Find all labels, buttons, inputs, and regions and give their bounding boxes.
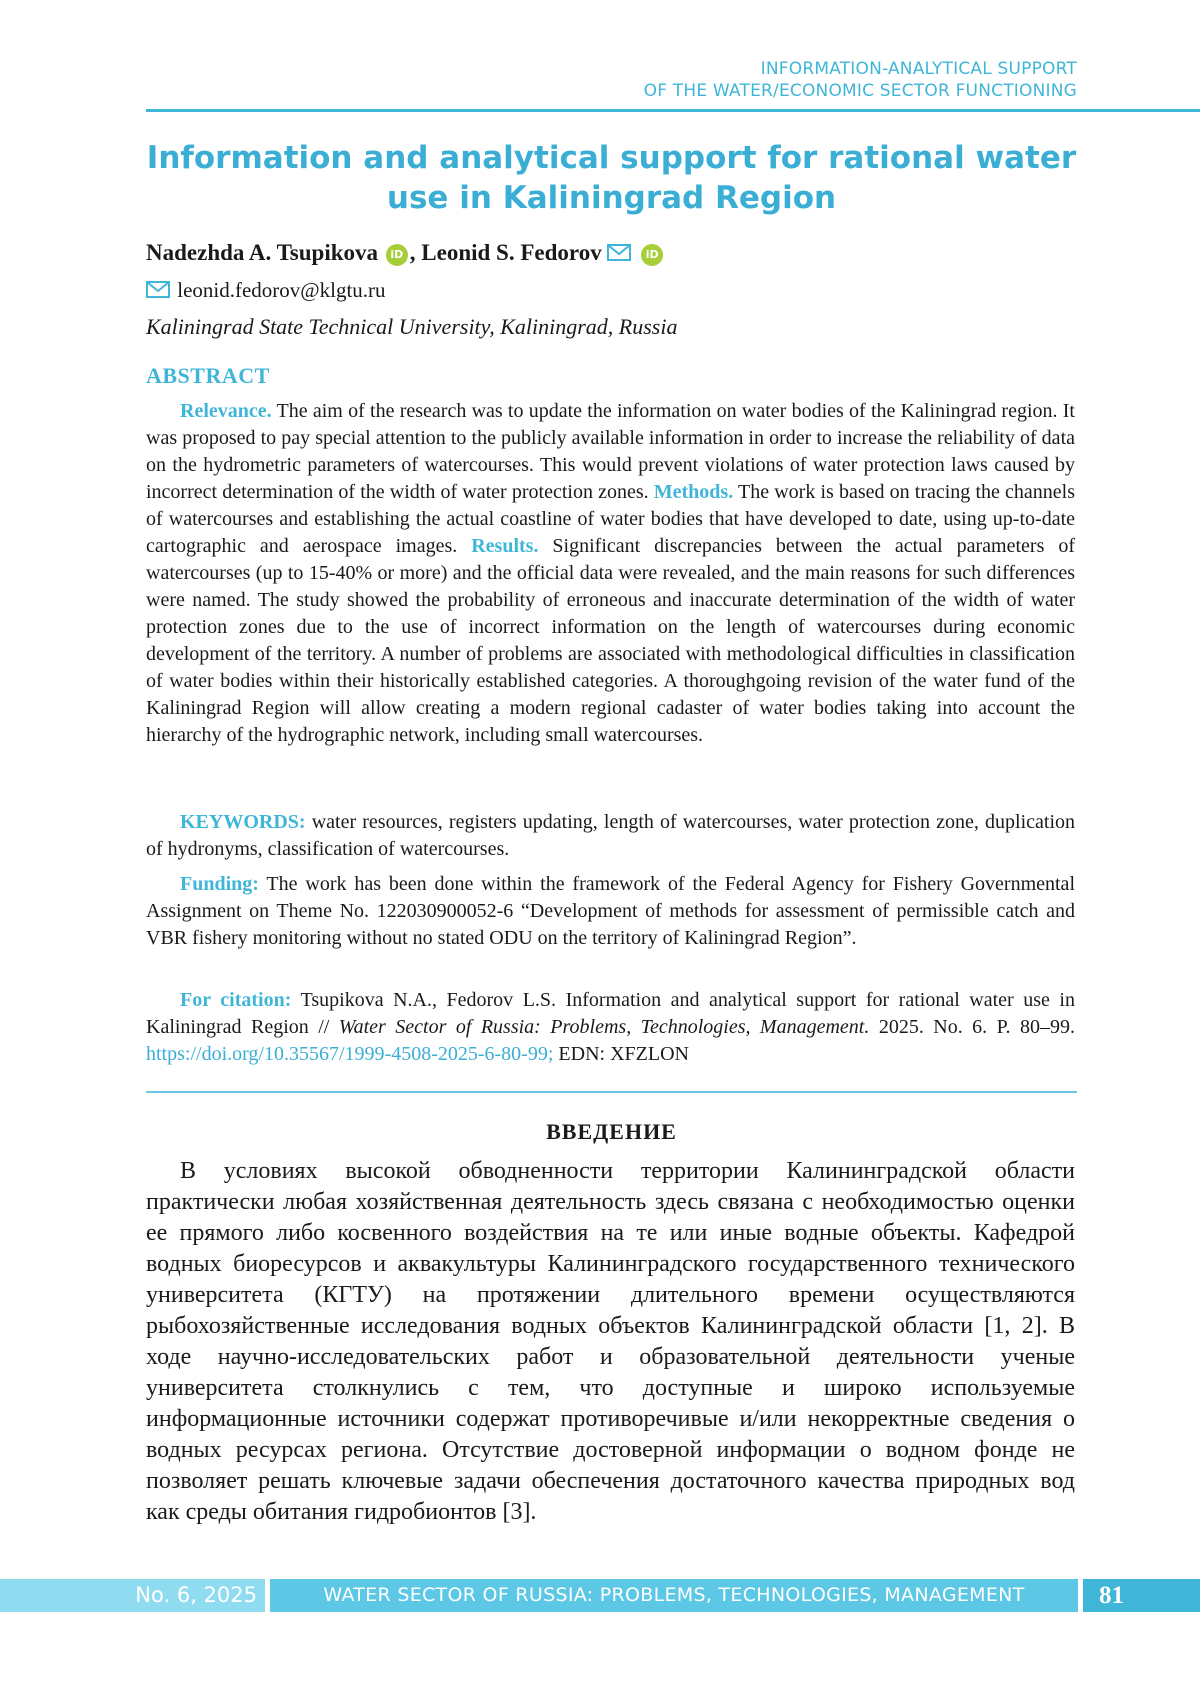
abstract-body: [146, 398, 1075, 749]
abstract-heading: ABSTRACT: [146, 363, 270, 388]
footer-journal-title: WATER SECTOR OF RUSSIA: PROBLEMS, TECHNOLOGIES, MANAGEMENT: [270, 1579, 1078, 1612]
page-number-text: 81: [1099, 1582, 1124, 1609]
results-text: Significant discrepancies between the actual parameters of watercourses (up to 15-40% or more) and the official data were revealed, and the main reasons for such differences were named. The study showed the probability of erroneous and inaccurate determination of the width of water protection zones due to the use of incorrect information on the length of watercourses during economic development of the territory. A number of problems are associated with methodological difficulties in classification of water bodies within their historically established categories. A thoroughgoing revision of the water fund of the Kaliningrad Region will allow creating a modern regional cadaster of water bodies taking into account the hierarchy of the hydrographic network, including small watercourses.: [146, 535, 1075, 746]
introduction-paragraph: В условиях высокой обводненности территории Калининградской области практически любая хозяйственная деятельность здесь связана с необходимостью оценки ее прямого либо косвенного воздействия на те или иные водные объекты. Кафедрой водных биоресурсов и аквакультуры Калининградского государственного технического университета (КГТУ) на протяжении длительного времени осуществляются рыбохозяйственные исследования водных объектов Калининградской области [1, 2]. В ходе научно-исследовательских работ и образовательной деятельности ученые университета столкнулись с тем, что доступные и широко используемые информационные источники содержат противоречивые и/или некорректные сведения о водных ресурсах региона. Отсутствие достоверной информации о водном фонде не позволяет решать ключевые задачи обеспечения достаточного качества природных вод как среды обитания гидробионтов [3].: [146, 1158, 1075, 1525]
correspondence-email: [146, 276, 386, 304]
header-divider: [146, 109, 1200, 112]
funding-text: The work has been done within the framework of the Federal Agency for Fishery Governmental Assignment on Theme No. 122030900052-6 “Development of methods for assessment of permissible catch and VBR fishery monitoring without no stated ODU on the territory of Kaliningrad Region”.: [146, 873, 1075, 949]
relevance-text: The aim of the research was to update the information on water bodies of the Kaliningrad region. It was proposed to pay special attention to the publicly available information in order to increase the reliability of data on the hydrometric parameters of watercourses. This would prevent violations of water protection laws caused by incorrect determination of the width of water protection zones.: [146, 400, 1075, 503]
author-tsupikova: Nadezhda A. Tsupikova: [146, 240, 379, 265]
citation-label: For citation:: [180, 989, 292, 1011]
citation-journal: Water Sector of Russia: Problems, Technologies, Management.: [338, 1016, 870, 1038]
citation-edn: EDN: XFZLON: [553, 1043, 689, 1065]
funding-label: Funding:: [180, 873, 259, 895]
affiliation: Kaliningrad State Technical University, Kaliningrad, Russia: [146, 314, 678, 339]
doi-link[interactable]: https://doi.org/10.35567/1999-4508-2025-6-80-99;: [146, 1043, 554, 1065]
citation: [146, 987, 1075, 1068]
running-head-line1: INFORMATION-ANALYTICAL SUPPORT: [760, 59, 1077, 79]
footer-issue: No. 6, 2025: [0, 1579, 265, 1612]
citation-text: Tsupikova N.A., Fedorov L.S. Information and analytical support for rational water use in Kaliningrad Region //: [146, 989, 1075, 1038]
section-divider: [146, 1091, 1077, 1093]
keywords-text: water resources, registers updating, length of watercourses, water protection zone, duplication of hydronyms, classification of watercourses.: [146, 811, 1075, 860]
mail-icon[interactable]: [607, 244, 631, 261]
methods-text: The work is based on tracing the channels of watercourses and establishing the actual coastline of water bodies that have developed to date, using up-to-date cartographic and aerospace images.: [146, 481, 1075, 557]
page-number: [1083, 1579, 1200, 1612]
author-line: [146, 238, 665, 268]
relevance-label: Relevance.: [180, 400, 272, 422]
section-heading-introduction: ВВЕДЕНИЕ: [546, 1119, 677, 1144]
author-fedorov: Leonid S. Fedorov: [421, 240, 602, 265]
results-label: Results.: [471, 535, 539, 557]
mail-icon: [146, 281, 170, 298]
page-footer: [0, 1579, 1200, 1612]
keywords-label: KEYWORDS:: [180, 811, 306, 833]
email-link[interactable]: leonid.fedorov@klgtu.ru: [177, 278, 386, 302]
methods-label: Methods.: [653, 481, 734, 503]
article-title: Information and analytical support for rational water use in Kaliningrad Region: [146, 140, 1077, 216]
citation-volume: 2025. No. 6. P. 80–99.: [869, 1016, 1075, 1038]
orcid-icon[interactable]: iD: [641, 244, 663, 266]
orcid-icon[interactable]: iD: [386, 244, 408, 266]
author-separator: ,: [409, 240, 422, 265]
funding: [146, 871, 1075, 952]
keywords: [146, 809, 1075, 863]
running-head: [644, 58, 1077, 102]
running-head-line2: OF THE WATER/ECONOMIC SECTOR FUNCTIONING: [643, 81, 1077, 101]
